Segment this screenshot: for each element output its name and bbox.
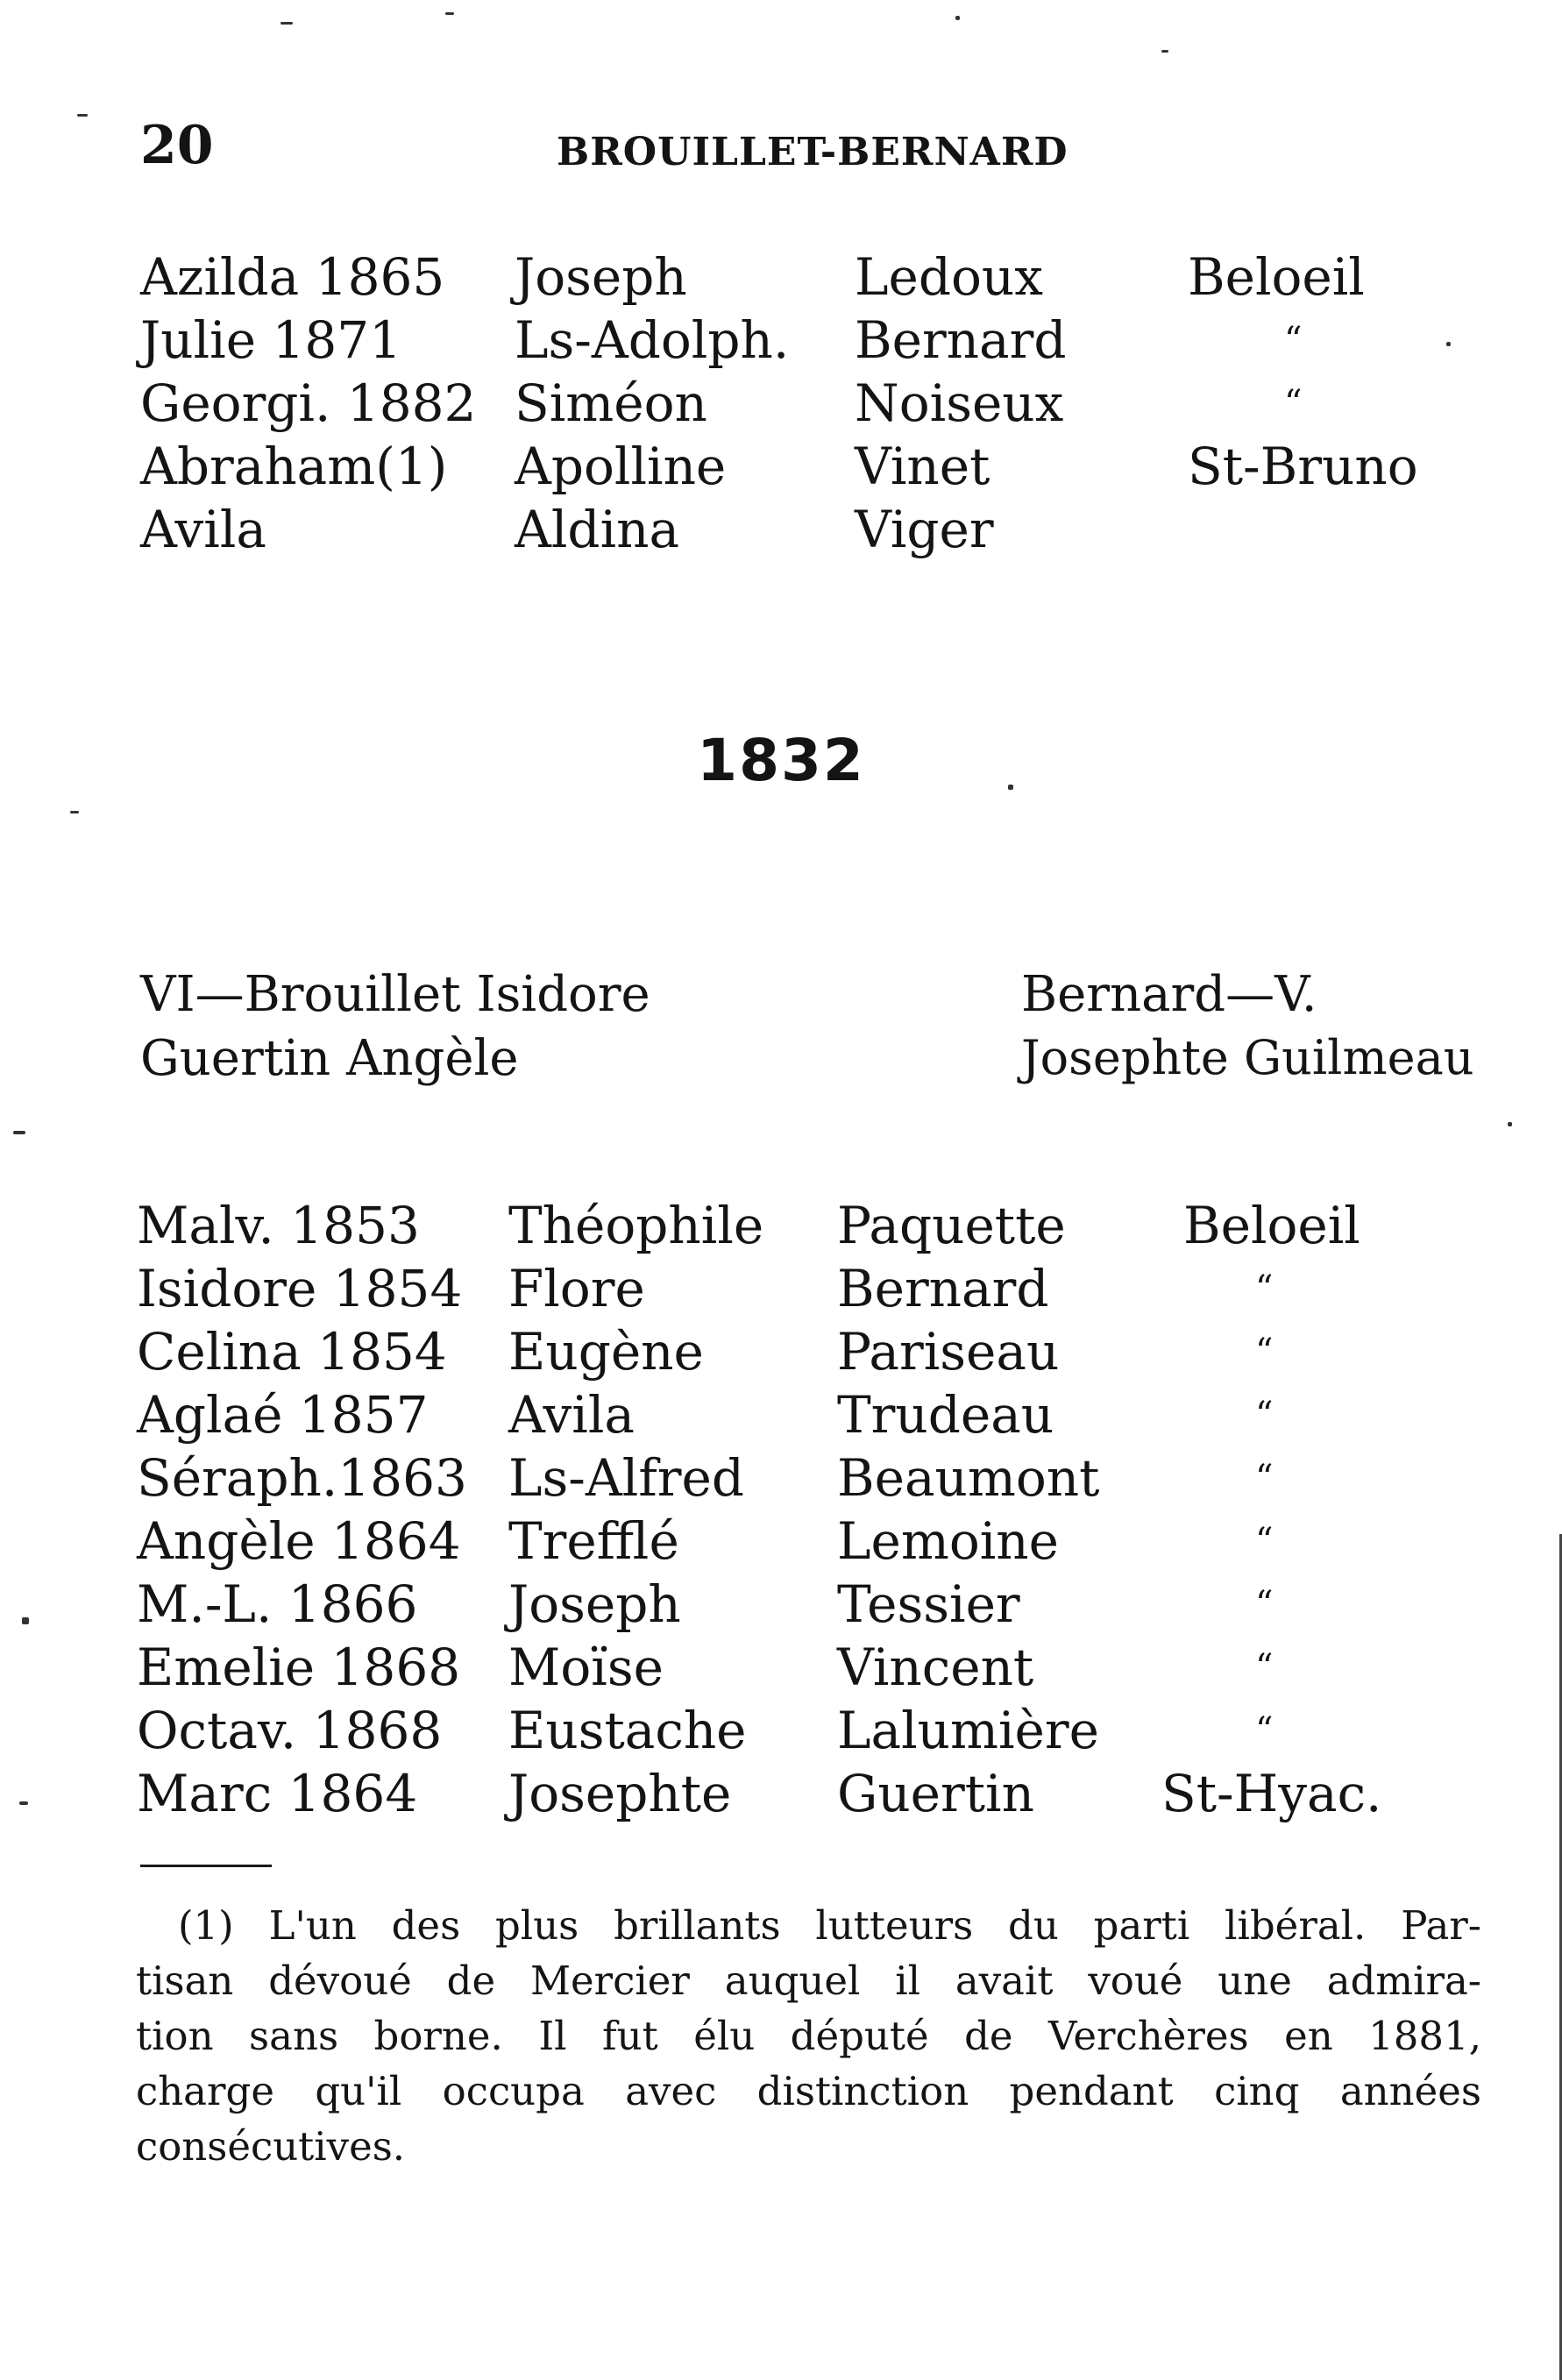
spouse-first-cell: Moïse (508, 1638, 664, 1697)
place-ditto-mark: “ (1255, 1584, 1274, 1624)
spouse-last-cell: Beaumont (837, 1448, 1100, 1508)
scan-speck (1446, 342, 1451, 346)
place-ditto-mark: “ (1255, 1458, 1274, 1498)
table-row (0, 1510, 1562, 1573)
child-cell: Celina 1854 (137, 1322, 447, 1382)
child-cell: Julie 1871 (140, 310, 402, 370)
spouse-first-cell: Théophile (508, 1196, 764, 1255)
place-cell: St-Hyac. (1161, 1764, 1382, 1823)
child-cell: Séraph.1863 (137, 1448, 467, 1508)
children-table-1832 (0, 1194, 1562, 1825)
scan-speck (955, 16, 960, 20)
place-cell: Beloeil (1188, 247, 1365, 307)
spouse-first-cell: Josephte (508, 1764, 732, 1823)
wife-mother-line: Josephte Guilmeau (1021, 1030, 1474, 1085)
spouse-first-cell: Eugène (508, 1322, 704, 1382)
spouse-first-cell: Siméon (515, 373, 707, 433)
section-year-heading: 1832 (697, 727, 865, 794)
children-table-previous (0, 245, 1562, 561)
spouse-last-cell: Trudeau (837, 1385, 1054, 1445)
spouse-last-cell: Pariseau (837, 1322, 1060, 1382)
spouse-first-cell: Joseph (515, 247, 687, 307)
place-ditto-mark: “ (1284, 383, 1303, 423)
footnote-line: charge qu'il occupa avec distinction pendant cinq années (136, 2068, 1481, 2114)
child-cell: M.-L. 1866 (137, 1574, 418, 1634)
scan-speck (77, 114, 88, 117)
husband-father-line: Bernard—V. (1021, 966, 1317, 1023)
child-cell: Azilda 1865 (140, 247, 445, 307)
spouse-last-cell: Paquette (837, 1196, 1066, 1255)
table-row (0, 372, 1562, 435)
spouse-first-cell: Apolline (515, 437, 727, 496)
spouse-last-cell: Ledoux (855, 247, 1043, 307)
table-row (0, 1194, 1562, 1257)
footnote-line: (1) L'un des plus brillants lutteurs du parti libéral. Par- (178, 1902, 1481, 1949)
husband-line: VI—Brouillet Isidore (140, 966, 650, 1023)
child-cell: Emelie 1868 (137, 1638, 461, 1697)
child-cell: Marc 1864 (137, 1764, 418, 1823)
spouse-first-cell: Eustache (508, 1701, 747, 1760)
spouse-first-cell: Ls-Adolph. (515, 310, 790, 370)
running-title: BROUILLET-BERNARD (557, 130, 1069, 174)
place-ditto-mark: “ (1255, 1268, 1274, 1309)
footnote-divider (140, 1865, 272, 1867)
table-row (0, 1257, 1562, 1320)
child-cell: Abraham(1) (140, 437, 448, 496)
table-row (0, 1699, 1562, 1762)
spouse-last-cell: Lemoine (837, 1511, 1059, 1571)
spouse-first-cell: Ls-Alfred (508, 1448, 744, 1508)
spouse-last-cell: Guertin (837, 1764, 1034, 1823)
table-row (0, 1636, 1562, 1699)
spouse-first-cell: Joseph (508, 1574, 681, 1634)
child-cell: Avila (140, 500, 266, 559)
child-cell: Octav. 1868 (137, 1701, 443, 1760)
spouse-first-cell: Avila (508, 1385, 635, 1445)
spouse-last-cell: Vinet (855, 437, 990, 496)
child-cell: Isidore 1854 (137, 1259, 463, 1318)
place-ditto-mark: “ (1255, 1710, 1274, 1751)
scan-speck (1508, 1122, 1512, 1126)
place-ditto-mark: “ (1255, 1647, 1274, 1687)
place-ditto-mark: “ (1255, 1332, 1274, 1372)
scan-speck (22, 1617, 29, 1624)
table-row (0, 1320, 1562, 1383)
table-row (0, 1573, 1562, 1636)
footnote-line: consécutives. (136, 2123, 406, 2170)
footnote (136, 1898, 1481, 2174)
spouse-first-cell: Aldina (515, 500, 680, 559)
table-row (0, 1383, 1562, 1446)
spouse-last-cell: Lalumière (837, 1701, 1099, 1760)
page-number: 20 (140, 115, 214, 176)
place-ditto-mark: “ (1255, 1521, 1274, 1561)
place-ditto-mark: “ (1284, 320, 1303, 360)
spouse-last-cell: Bernard (837, 1259, 1049, 1318)
scan-speck (19, 1801, 28, 1805)
spouse-first-cell: Flore (508, 1259, 645, 1318)
scan-speck (13, 1131, 25, 1134)
table-row (0, 245, 1562, 309)
table-row (0, 1762, 1562, 1825)
footnote-line: tisan dévoué de Mercier auquel il avait voué une admira- (136, 1957, 1481, 2004)
child-cell: Malv. 1853 (137, 1196, 420, 1255)
spouse-last-cell: Vincent (837, 1638, 1034, 1697)
footnote-line: tion sans borne. Il fut élu député de Verchères en 1881, (136, 2013, 1481, 2059)
spouse-last-cell: Viger (855, 500, 994, 559)
spouse-first-cell: Trefflé (508, 1511, 679, 1571)
scan-speck (445, 12, 454, 15)
scan-speck (1161, 50, 1168, 53)
place-cell: St-Bruno (1188, 437, 1418, 496)
scan-speck (280, 22, 293, 25)
child-cell: Georgi. 1882 (140, 373, 477, 433)
child-cell: Aglaé 1857 (137, 1385, 429, 1445)
spouse-last-cell: Bernard (855, 310, 1067, 370)
table-row (0, 309, 1562, 372)
table-row (0, 498, 1562, 561)
table-row (0, 435, 1562, 498)
place-ditto-mark: “ (1255, 1395, 1274, 1435)
spouse-last-cell: Tessier (837, 1574, 1020, 1634)
scan-speck (1008, 785, 1013, 790)
wife-line: Guertin Angèle (140, 1030, 519, 1087)
scan-speck (70, 811, 79, 813)
table-row (0, 1446, 1562, 1510)
spouse-last-cell: Noiseux (855, 373, 1064, 433)
place-cell: Beloeil (1183, 1196, 1360, 1255)
child-cell: Angèle 1864 (137, 1511, 461, 1571)
